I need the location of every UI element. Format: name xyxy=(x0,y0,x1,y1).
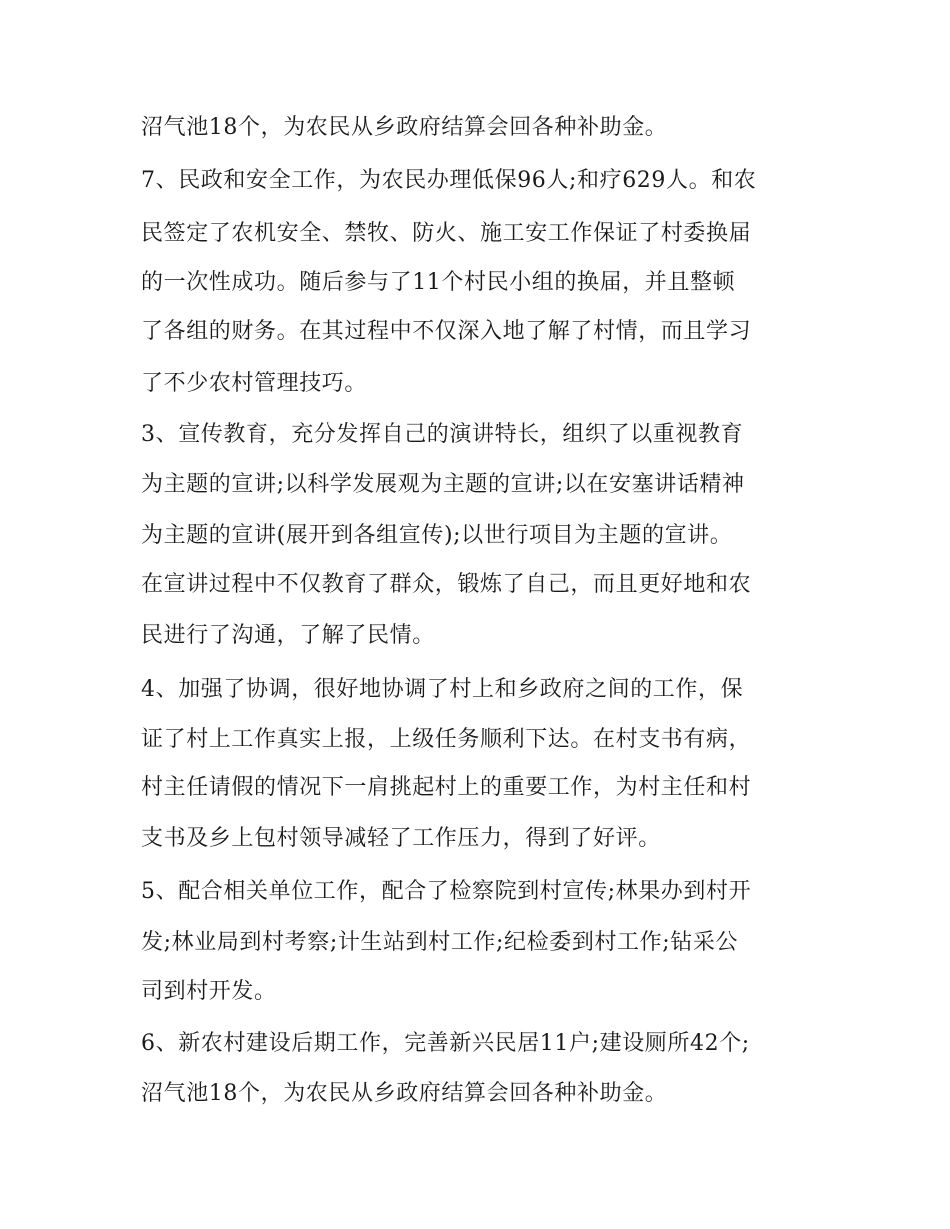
text-line: 了不少农村管理技巧。 xyxy=(141,371,368,396)
text-line: 民进行了沟通，了解了民情。 xyxy=(141,623,435,648)
text-line: 在宣讲过程中不仅教育了群众，锻炼了自己，而且更好地和农 xyxy=(141,572,752,597)
text-line: 沼气池18个，为农民从乡政府结算会回各种补助金。 xyxy=(141,115,668,140)
text-line: 发;林业局到村考察;计生站到村工作;纪检委到村工作;钻采公 xyxy=(141,930,739,955)
text-line: 3、宣传教育，充分发挥自己的演讲特长，组织了以重视教育 xyxy=(141,422,744,447)
text-line: 沼气池18个，为农民从乡政府结算会回各种补助金。 xyxy=(141,1081,668,1106)
text-line: 7、民政和安全工作，为农民办理低保96人;和疗629人。和农 xyxy=(141,168,757,193)
text-line: 为主题的宣讲(展开到各组宣传);以世行项目为主题的宣讲。 xyxy=(141,523,733,548)
text-line: 4、加强了协调，很好地协调了村上和乡政府之间的工作，保 xyxy=(141,677,744,702)
text-line: 的一次性成功。随后参与了11个村民小组的换届，并且整顿 xyxy=(141,270,736,295)
text-line: 5、配合相关单位工作，配合了检察院到村宣传;林果办到村开 xyxy=(141,879,752,904)
text-line: 证了村上工作真实上报，上级任务顺利下达。在村支书有病， xyxy=(141,727,752,752)
text-line: 了各组的财务。在其过程中不仅深入地了解了村情，而且学习 xyxy=(141,319,752,344)
text-line: 支书及乡上包村领导减轻了工作压力，得到了好评。 xyxy=(141,826,661,851)
text-line: 司到村开发。 xyxy=(141,979,277,1004)
text-line: 为主题的宣讲;以科学发展观为主题的宣讲;以在安塞讲话精神 xyxy=(141,472,745,497)
text-line: 6、新农村建设后期工作，完善新兴民居11户;建设厕所42个; xyxy=(141,1031,750,1056)
text-line: 村主任请假的情况下一肩挑起村上的重要工作，为村主任和村 xyxy=(141,775,752,800)
text-line: 民签定了农机安全、禁牧、防火、施工安工作保证了村委换届 xyxy=(141,221,752,246)
